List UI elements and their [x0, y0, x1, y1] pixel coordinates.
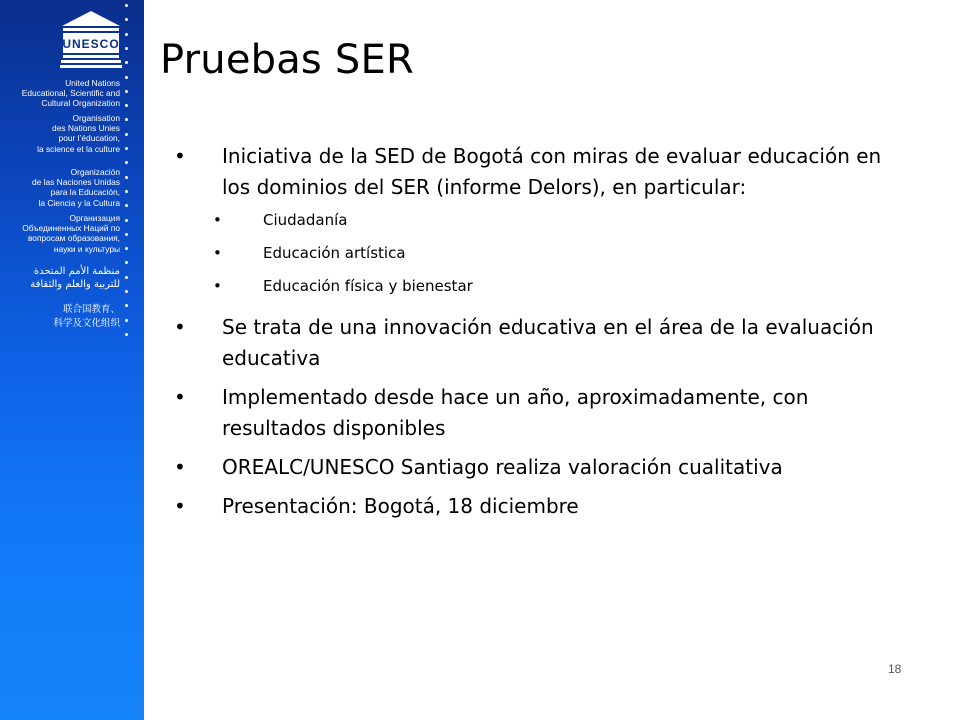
sub-bullet-item [170, 242, 900, 264]
divider-dot [125, 161, 128, 164]
sub-bullet-text: Educación física y bienestar [263, 277, 473, 295]
divider-dot [125, 304, 128, 307]
page-number: 18 [888, 662, 902, 676]
bullet-mark: • [213, 211, 222, 229]
bullet-mark: • [213, 277, 222, 295]
dotted-divider [125, 4, 131, 349]
bullet-item [170, 141, 900, 203]
divider-dot [125, 204, 128, 207]
bullet-item [170, 382, 900, 444]
bullet-mark: • [174, 144, 186, 168]
sub-bullet-text: Ciudadanía [263, 211, 348, 229]
divider-dot [125, 4, 128, 7]
logo-lettering: UNESCO [62, 37, 120, 51]
slide-title: Pruebas SER [160, 37, 414, 83]
divider-dot [125, 233, 128, 236]
divider-dot [125, 61, 128, 64]
divider-dot [125, 118, 128, 121]
sub-bullet-item [170, 209, 900, 231]
bullet-mark: • [174, 455, 186, 479]
divider-dot [125, 176, 128, 179]
divider-dot [125, 219, 128, 222]
unesco-temple-logo [60, 8, 122, 70]
org-name-english: United Nations Educational, Scientific and Cultural Organization [21, 78, 120, 109]
divider-dot [125, 147, 128, 150]
divider-dot [125, 133, 128, 136]
bullet-text: Implementado desde hace un año, aproximadamente, con resultados disponibles [222, 385, 809, 440]
sub-bullet-text: Educación artística [263, 244, 406, 262]
unesco-logo [60, 8, 122, 74]
bullet-text: OREALC/UNESCO Santiago realiza valoración cualitativa [222, 455, 783, 479]
org-name-french: Organisation des Nations Unies pour l’éducation, la science et la culture [37, 113, 120, 154]
divider-dot [125, 104, 128, 107]
bullet-mark: • [174, 494, 186, 518]
bullet-item [170, 452, 900, 483]
bullet-item [170, 491, 900, 522]
bullet-mark: • [213, 244, 222, 262]
divider-dot [125, 18, 128, 21]
org-name-russian: Организация Объединенных Наций по вопросам образования, науки и культуры [22, 213, 120, 254]
divider-dot [125, 261, 128, 264]
divider-dot [125, 319, 128, 322]
sub-bullet-item [170, 275, 900, 297]
bullet-text: Se trata de una innovación educativa en el área de la evaluación educativa [222, 315, 874, 370]
org-name-arabic: منظمة الأمم المتحدة للتربية والعلم والثقافة [30, 266, 120, 290]
org-name-chinese: 联合国教育、 科学及文化组织 [53, 304, 120, 329]
divider-dot [125, 333, 128, 336]
unesco-sidebar [0, 0, 144, 720]
divider-dot [125, 90, 128, 93]
bullet-text: Presentación: Bogotá, 18 diciembre [222, 494, 579, 518]
bullet-mark: • [174, 385, 186, 409]
bullet-text: Iniciativa de la SED de Bogotá con miras de evaluar educación en los dominios del SER (informe Delors), en particular: [222, 144, 882, 199]
divider-dot [125, 33, 128, 36]
divider-dot [125, 247, 128, 250]
bullet-mark: • [174, 315, 186, 339]
bullet-item [170, 312, 900, 374]
divider-dot [125, 47, 128, 50]
divider-dot [125, 190, 128, 193]
slide-body [170, 141, 900, 530]
divider-dot [125, 276, 128, 279]
divider-dot [125, 290, 128, 293]
org-name-spanish: Organización de las Naciones Unidas para la Educación, la Ciencia y la Cultura [32, 167, 120, 208]
divider-dot [125, 76, 128, 79]
